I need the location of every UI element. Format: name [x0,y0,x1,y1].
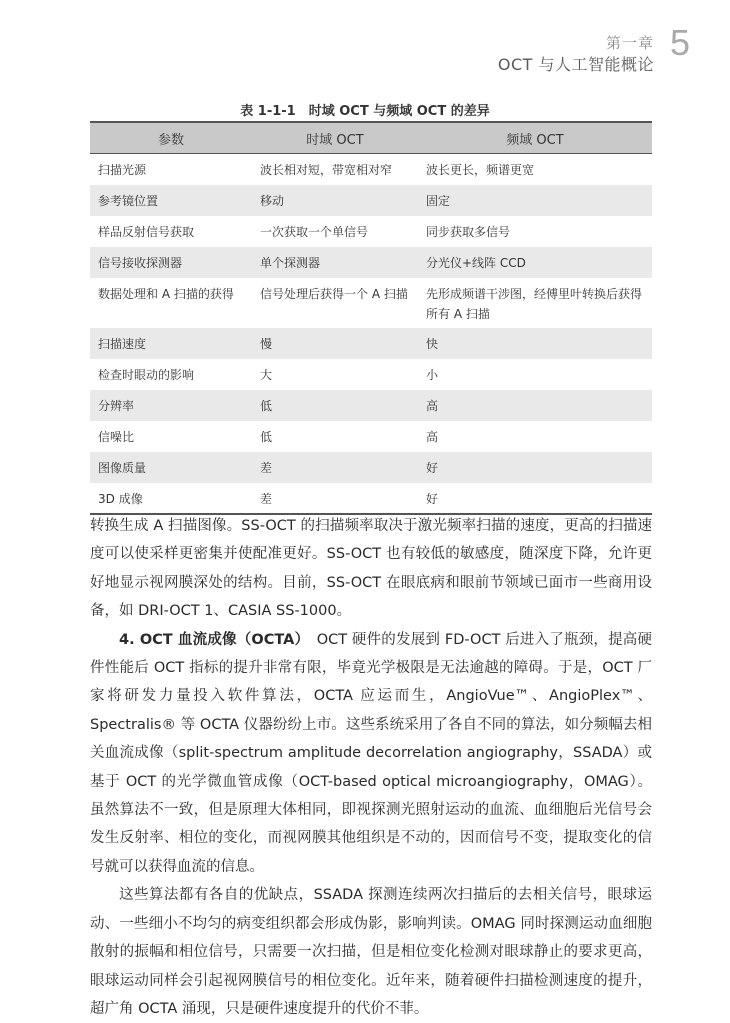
chapter-label: 第一章 [605,34,654,52]
comparison-table [90,121,652,515]
table-cell: 好 [426,460,439,475]
paragraph-text: OCT 硬件的发展到 FD-OCT 后进入了瓶颈，提高硬件性能后 OCT 指标的提升非常有限，毕竟光学极限是无法逾越的障碍。于是，OCT 厂家将研发力量投入软件算法，OCTA 应运而生，AngioVue™、AngioPlex™、Spectralis® 等 OCTA 仪器纷纷上市。这些系统采用了各自不同的算法，如分频幅去相关血流成像（split-spectrum amplitude decorrelation angiography，SSADA）或基于 OCT 的光学微血管成像（OCT-based optical microangiography，OMAG）。虽然算法不一致，但是原理大体相同，即视探测光照射运动的血流、血细胞后光信号会发生反射率、相位的变化，而视网膜其他组织是不动的，因而信号不变，提取变化的信号就可以获得血流的信息。 [90,631,652,875]
table-row [90,216,652,247]
table-cell: 慢 [260,336,273,351]
table-row [90,247,652,278]
table-cell: 信号接收探测器 [98,255,183,270]
table-cell: 固定 [426,193,451,208]
table-row [90,154,652,185]
table-cell: 波长更长，频谱更宽 [426,163,535,177]
table-row [90,185,652,216]
table-caption: 表 1-1-1 时域 OCT 与频域 OCT 的差异 [240,104,490,119]
table-cell: 信号处理后获得一个 A 扫描 [260,286,408,301]
table-cell: 数据处理和 A 扫描的获得 [98,286,234,301]
paragraph [90,626,652,882]
table-cell: 大 [260,367,273,382]
chapter-title: OCT 与人工智能概论 [497,55,654,74]
table-cell: 差 [260,460,273,475]
table-cell: 移动 [260,193,285,208]
table-cell: 低 [260,398,273,413]
table-row [90,359,652,390]
table-cell: 先形成频谱干涉图，经傅里叶转换后获得所有 A 扫描 [426,286,643,321]
page-number: 5 [669,22,690,63]
table-cell: 低 [260,429,273,444]
table-cell: 3D 成像 [90,483,252,514]
table-row [90,278,652,328]
table-row [90,390,652,421]
section-heading: 4. OCT 血流成像（OCTA） [119,631,303,648]
paragraph: 这些算法都有各自的优缺点，SSADA 探测连续两次扫描后的去相关信号，眼球运动、一些细小不均匀的病变组织都会形成伪影，影响判读。OMAG 同时探测运动血细胞散射的振幅和相位信号，只需要一次扫描，但是相位变化检测对眼球静止的要求更高，眼球运动同样会引起视网膜信号的相位变化。近年来，随着硬件扫描检测速度的提升，超广角 OCTA 涌现，只是硬件速度提升的代价不菲。 [90,887,652,1017]
table-cell: 高 [426,429,439,444]
column-header: 参数 [90,122,252,154]
table-cell: 高 [426,398,439,413]
table-cell: 差 [252,483,418,514]
table-cell: 扫描速度 [98,336,147,351]
table-cell: 小 [426,367,439,382]
table-cell: 单个探测器 [260,255,321,270]
table-cell: 快 [426,336,439,351]
table-cell: 图像质量 [98,460,147,475]
table-cell: 参考镜位置 [98,193,159,208]
page-header [0,22,730,72]
column-header: 时域 OCT [252,122,418,154]
table-cell: 好 [418,483,652,514]
table-header-row [90,122,652,154]
table-cell: 一次获取一个单信号 [260,224,369,239]
table-cell: 扫描光源 [98,163,147,177]
table-cell: 同步获取多信号 [426,224,511,239]
table-cell: 信噪比 [98,429,135,444]
table-cell: 样品反射信号获取 [98,224,195,239]
table-cell: 波长相对短，带宽相对窄 [260,163,393,177]
table-row [90,483,652,514]
table-row [90,421,652,452]
table-cell: 检查时眼动的影响 [98,367,195,382]
column-header: 频域 OCT [418,122,652,154]
table-cell: 分光仪+线阵 CCD [426,255,526,270]
table-row [90,328,652,359]
body-text [90,512,652,1023]
table-cell: 分辨率 [98,398,135,413]
table-row [90,452,652,483]
paragraph: 转换生成 A 扫描图像。SS-OCT 的扫描频率取决于激光频率扫描的速度，更高的扫描速度可以使采样更密集并使配准更好。SS-OCT 也有较低的敏感度，随深度下降，允许更好地显示视网膜深处的结构。目前，SS-OCT 在眼底病和眼前节领域已面市一些商用设备，如 DRI-OCT 1、CASIA SS-1000。 [90,518,652,620]
